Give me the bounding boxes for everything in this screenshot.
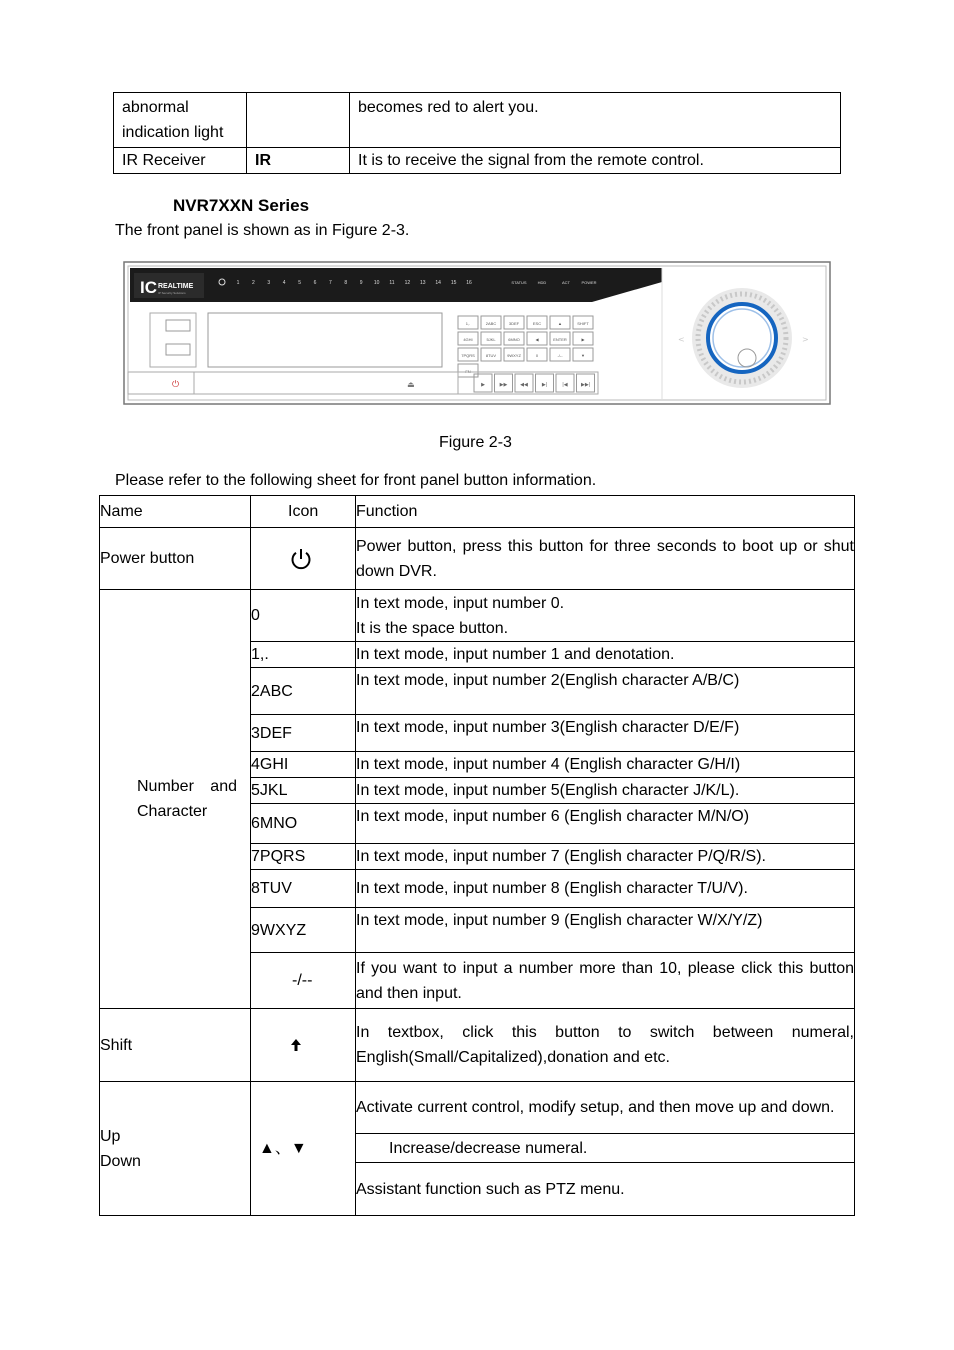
table-row bbox=[100, 1009, 855, 1082]
function-cell: In text mode, input number 0. It is the space button. bbox=[356, 590, 855, 642]
keypad-label: ▼ bbox=[581, 353, 585, 358]
function-cell: Assistant function such as PTZ menu. bbox=[356, 1163, 855, 1216]
channel-indicator: 14 bbox=[435, 280, 441, 286]
header-function: Function bbox=[356, 496, 855, 528]
icon-cell: 9WXYZ bbox=[251, 908, 356, 953]
channel-indicator: 13 bbox=[420, 280, 426, 286]
name-cell: Shift bbox=[100, 1009, 251, 1082]
icon-cell: 1,. bbox=[251, 642, 356, 668]
function-cell: In text mode, input number 3(English character D/E/F) bbox=[356, 715, 855, 752]
icon-cell: 6MNO bbox=[251, 804, 356, 844]
logo-subtext: IP Security Solutions bbox=[158, 291, 186, 295]
channel-indicator: 5 bbox=[298, 280, 301, 286]
icon-cell: 4GHI bbox=[251, 752, 356, 778]
keypad-label: -/-- bbox=[557, 353, 563, 358]
transport-icon: ▶ bbox=[481, 382, 485, 388]
function-cell: In text mode, input number 6 (English character M/N/O) bbox=[356, 804, 855, 844]
keypad-label: 9WXYZ bbox=[507, 353, 521, 358]
figure-caption: Figure 2-3 bbox=[439, 434, 512, 451]
table-row bbox=[100, 1082, 855, 1134]
jog-right-icon: > bbox=[802, 335, 809, 344]
function-cell: In text mode, input number 7 (English character P/Q/R/S). bbox=[356, 844, 855, 870]
front-panel-figure bbox=[122, 260, 834, 408]
function-cell: Increase/decrease numeral. bbox=[356, 1134, 855, 1163]
function-cell: In text mode, input number 4 (English character G/H/I) bbox=[356, 752, 855, 778]
channel-indicator: 3 bbox=[267, 280, 271, 286]
name-cell: abnormal indication light bbox=[114, 93, 247, 148]
keypad-label: SHIFT bbox=[577, 321, 589, 326]
table-row bbox=[100, 590, 855, 642]
function-cell: It is to receive the signal from the remote control. bbox=[350, 148, 841, 174]
logo-ic: IC bbox=[140, 278, 157, 297]
name-cell: IR Receiver bbox=[114, 148, 247, 174]
function-cell: In text mode, input number 2(English character A/B/C) bbox=[356, 668, 855, 715]
icon-cell bbox=[251, 1009, 356, 1082]
logo-realtime: REALTIME bbox=[158, 283, 194, 290]
transport-icon: ▶▶| bbox=[581, 382, 590, 388]
keypad-label: 0 bbox=[535, 353, 539, 358]
function-cell: becomes red to alert you. bbox=[350, 93, 841, 148]
function-cell: In text mode, input number 5(English character J/K/L). bbox=[356, 778, 855, 804]
channel-indicator: 4 bbox=[282, 280, 286, 286]
power-button-icon: ⏻ bbox=[172, 380, 180, 390]
keypad-label: ◀ bbox=[535, 337, 539, 342]
top-table bbox=[113, 92, 841, 174]
table-row bbox=[114, 93, 841, 148]
transport-icon: |◀ bbox=[562, 382, 568, 388]
refer-text: Please refer to the following sheet for front panel button information. bbox=[115, 472, 597, 489]
icon-cell bbox=[251, 528, 356, 590]
transport-icon: ◀◀ bbox=[520, 382, 528, 388]
function-cell: Power button, press this button for three seconds to boot up or shut down DVR. bbox=[356, 528, 855, 590]
channel-indicator: 8 bbox=[344, 280, 348, 286]
channel-indicator: 2 bbox=[252, 280, 255, 286]
updown-name-cell bbox=[100, 1082, 251, 1216]
intro-text: The front panel is shown as in Figure 2-3. bbox=[115, 222, 410, 239]
keypad-label: 2ABC bbox=[485, 321, 497, 326]
keypad-label: 1,. bbox=[465, 321, 471, 326]
function-cell: In textbox, click this button to switch between numeral, English(Small/Capitalized),donation and etc. bbox=[356, 1009, 855, 1082]
status-indicator: HDD bbox=[537, 280, 547, 285]
keypad-label: 3DEF bbox=[508, 321, 520, 326]
channel-indicator: 12 bbox=[404, 280, 411, 286]
icon-cell: 7PQRS bbox=[251, 844, 356, 870]
icon-cell: 8TUV bbox=[251, 870, 356, 908]
icon-cell: -/-- bbox=[251, 953, 356, 1009]
jog-dial bbox=[708, 304, 776, 372]
transport-icon: ▶| bbox=[541, 382, 548, 388]
down-label: Down bbox=[100, 1152, 141, 1170]
keypad-label: ▶ bbox=[581, 337, 585, 342]
keypad-label: FN bbox=[465, 369, 471, 374]
function-cell: Activate current control, modify setup, and then move up and down. bbox=[356, 1082, 855, 1134]
power-icon bbox=[289, 547, 313, 571]
keypad-label: ESC bbox=[532, 321, 542, 326]
number-character-cell: Number and Character bbox=[100, 590, 251, 1009]
channel-indicator: 1 bbox=[236, 280, 240, 286]
icon-cell: 2ABC bbox=[251, 668, 356, 715]
status-indicator: ACT bbox=[562, 280, 570, 285]
channel-indicator: 10 bbox=[373, 280, 380, 286]
function-cell: In text mode, input number 9 (English character W/X/Y/Z) bbox=[356, 908, 855, 953]
channel-indicator: 9 bbox=[359, 280, 363, 286]
keypad-label: 7PQRS bbox=[461, 353, 475, 358]
icon-cell: 5JKL bbox=[251, 778, 356, 804]
channel-indicator: 7 bbox=[329, 280, 332, 286]
keypad-label: 6MNO bbox=[508, 337, 520, 342]
status-indicator: POWER bbox=[581, 280, 597, 285]
up-arrow-icon bbox=[290, 1038, 302, 1052]
name-cell: Power button bbox=[100, 528, 251, 590]
table-row bbox=[114, 148, 841, 174]
up-label: Up bbox=[100, 1127, 121, 1145]
section-title: NVR7XXN Series bbox=[173, 196, 310, 215]
channel-indicator: 16 bbox=[466, 280, 472, 286]
function-cell: In text mode, input number 8 (English character T/U/V). bbox=[356, 870, 855, 908]
display-strip bbox=[130, 268, 662, 302]
transport-icon: ▶▶ bbox=[499, 382, 508, 388]
icon-cell: IR bbox=[247, 148, 350, 174]
keypad-label: ENTER bbox=[553, 337, 567, 342]
header-icon: Icon bbox=[251, 496, 356, 528]
icon-cell bbox=[247, 93, 350, 148]
channel-indicator: 11 bbox=[389, 280, 395, 286]
keypad-label: 5JKL bbox=[486, 337, 496, 342]
header-name: Name bbox=[100, 496, 251, 528]
keypad-label: 4GHI bbox=[463, 337, 473, 342]
eject-icon: ⏏ bbox=[407, 380, 415, 389]
table-header-row bbox=[100, 496, 855, 528]
keypad-label: 8TUV bbox=[485, 353, 497, 358]
updown-icon-cell: ▲、▼ bbox=[251, 1082, 356, 1216]
keypad-label: ▲ bbox=[558, 321, 562, 326]
channel-indicator: 6 bbox=[313, 280, 317, 286]
channel-indicator: 15 bbox=[450, 280, 457, 286]
icon-cell: 3DEF bbox=[251, 715, 356, 752]
button-info-table bbox=[99, 495, 855, 1216]
icon-cell: 0 bbox=[251, 590, 356, 642]
function-cell: In text mode, input number 1 and denotation. bbox=[356, 642, 855, 668]
jog-left-icon: < bbox=[678, 335, 685, 344]
table-row bbox=[100, 528, 855, 590]
function-cell: If you want to input a number more than 10, please click this button and then input. bbox=[356, 953, 855, 1009]
status-indicator: STATUS bbox=[511, 280, 527, 285]
